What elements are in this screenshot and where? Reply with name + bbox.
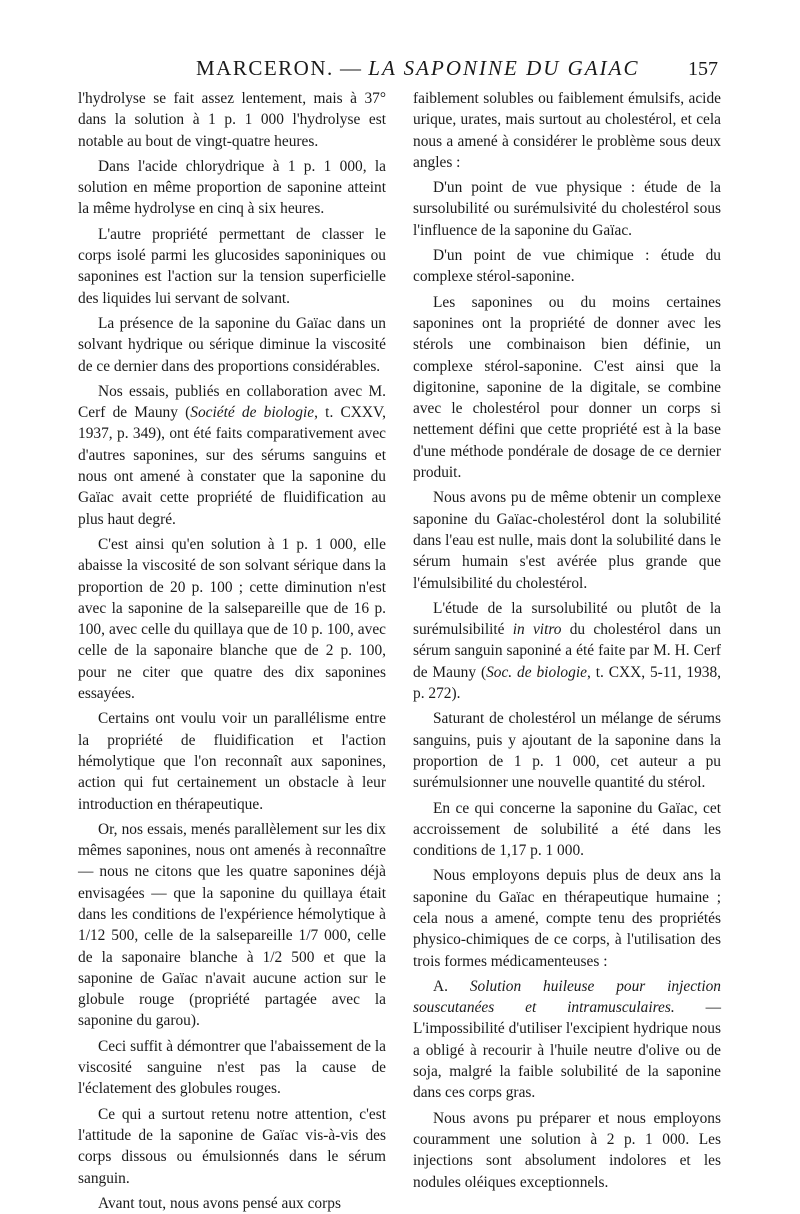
- paragraph: [413, 976, 721, 1104]
- paragraph-text: A.: [433, 977, 470, 995]
- paragraph: l'hydrolyse se fait assez lentement, mais à 37° dans la solution à 1 p. 1 000 l'hydrolyse est notable au bout de vingt-quatre heures.: [78, 90, 386, 150]
- paragraph: [78, 381, 386, 530]
- paragraph: Ce qui a surtout retenu notre attention, c'est l'attitude de la saponine de Gaïac vis-à-vis des corps dissous ou émulsionnés dans le sérum sanguin.: [78, 1105, 386, 1187]
- paragraph: Certains ont voulu voir un parallélisme entre la propriété de fluidification et l'action hémolytique que l'on reconnaît aux saponines, action qui fut certainement un obstacle à leur introduction en thérapeutique.: [78, 710, 386, 813]
- header-author: MARCERON.: [196, 56, 334, 80]
- paragraph: D'un point de vue chimique : étude du complexe stérol-saponine.: [413, 247, 721, 286]
- paragraph: Avant tout, nous avons pensé aux corps: [98, 1194, 341, 1212]
- paragraph-text: — L'impossibilité d'utiliser l'excipient hydrique nous a obligé à recourir à l'huile neutre d'olive ou de soja, malgré la faible solubilité de la saponine dans ces corps gras.: [413, 999, 721, 1102]
- paragraph: Nous employons depuis plus de deux ans la saponine du Gaïac en thérapeutique humaine ; cela nous a amené, compte tenu des propriétés physico-chimiques de ce corps, à l'utilisation des trois formes médicamenteuses :: [413, 867, 721, 970]
- running-title: [196, 56, 639, 81]
- left-column: [78, 88, 386, 1214]
- paragraph: Or, nos essais, menés parallèlement sur les dix mêmes saponines, nous ont amenés à reconnaître — nous ne citons que les quatre saponines déjà envisagées — que la saponine du quillaya était dans les conditions de l'expérience hémolytique à 1/12 500, celle de la salsepareille 1/7 000, celle de la saponaire blanche à 1/2 500 et que la saponine de Gaïac n'avait aucune action sur le globule rouge (propriété partagée avec la saponine du garou).: [78, 820, 386, 1030]
- paragraph: Les saponines ou du moins certaines saponines ont la propriété de donner avec les stérols une combinaison bien définie, un complexe stérol-saponine. C'est ainsi que la digitonine, saponine de la digitale, se combine avec le cholestérol pour donner un corps si nettement défini que cette propriété est à la base d'une méthode pondérale de dosage de ce dernier produit.: [413, 293, 721, 482]
- header-dash: —: [333, 56, 369, 80]
- paragraph-text: L'étude de la sursolubilité ou plutôt de la surémulsibilité: [413, 599, 721, 639]
- paragraph: Nous avons pu préparer et nous employons couramment une solution à 2 p. 1 000. Les injections sont absolument indolores et les nodules oléiques exceptionnels.: [413, 1109, 721, 1191]
- paragraph-text: Nos essais, publiés en collaboration avec M. Cerf de Mauny (: [78, 382, 386, 422]
- paragraph: D'un point de vue physique : étude de la sursolubilité ou surémulsivité du cholestérol sous l'influence de la saponine du Gaïac.: [413, 179, 721, 239]
- running-header: [78, 56, 718, 86]
- paragraph: Saturant de cholestérol un mélange de sérums sanguins, puis y ajoutant de la saponine dans la proportion de 1 p. 1 000, cet auteur a pu surémulsionner une nouvelle quantité du stérol.: [413, 710, 721, 792]
- paragraph: Dans l'acide chlorydrique à 1 p. 1 000, la solution en même proportion de saponine atteint la même hydrolyse en cinq à six heures.: [78, 157, 386, 218]
- paragraph: Nous avons pu de même obtenir un complexe saponine du Gaïac-cholestérol dont la solubilité dans l'eau est nulle, mais dont la solubilité dans le sérum humain s'est avérée plus grande que l'émulsibilité du cholestérol.: [413, 489, 721, 592]
- paragraph-text: , t. CXXV, 1937, p. 349), ont été faits comparativement avec d'autres saponines, sur des sérums sanguins et nous ont amené à constater que la saponine du Gaïac avait cette propriété de fluidification au plus haut degré.: [78, 404, 386, 528]
- page-number: 157: [688, 58, 718, 80]
- paragraph-text: du cholestérol dans un sérum sanguin saponiné a été faite par M. H. Cerf de Mauny (: [413, 621, 721, 681]
- paragraph-text: , t. CXX, 5-11, 1938, p. 272).: [413, 663, 722, 703]
- section-title: Solution huileuse pour injection souscutanées et intramusculaires.: [413, 977, 721, 1017]
- paragraph: faiblement solubles ou faiblement émulsifs, acide urique, urates, mais surtout au cholestérol, et cela nous a amené à considérer le problème sous deux angles :: [413, 90, 721, 171]
- paragraph: C'est ainsi qu'en solution à 1 p. 1 000, elle abaisse la viscosité de son solvant sérique dans la proportion de 20 p. 100 ; cette diminution n'est avec la saponine de la salsepareille que de 16 p. 100, avec celle du quillaya que de 10 p. 100, avec celle de la saponaire blanche que de 2 p. 100, pour ne citer que quatre des dix saponines essayées.: [78, 535, 386, 703]
- paragraph: La présence de la saponine du Gaïac dans un solvant hydrique ou sérique diminue la viscosité de ce dernier dans des proportions considérables.: [78, 314, 386, 375]
- citation-title: Société de biologie: [190, 404, 315, 422]
- paragraph: En ce qui concerne la saponine du Gaïac, cet accroissement de solubilité a été dans les conditions de 1,17 p. 1 000.: [413, 799, 721, 860]
- header-subtitle: LA SAPONINE DU GAIAC: [368, 56, 640, 80]
- paragraph: Ceci suffit à démontrer que l'abaissement de la viscosité sanguine n'est pas la cause de l'éclatement des globules rouges.: [78, 1037, 386, 1098]
- paragraph: [413, 598, 721, 704]
- right-column: [413, 88, 721, 1193]
- paragraph: L'autre propriété permettant de classer le corps isolé parmi les glucosides saponiniques ou saponines est l'action sur la tension superficielle des liquides lui servant de solvant.: [78, 225, 386, 307]
- latin-term: in vitro: [512, 621, 562, 639]
- citation-title: Soc. de biologie: [486, 663, 587, 681]
